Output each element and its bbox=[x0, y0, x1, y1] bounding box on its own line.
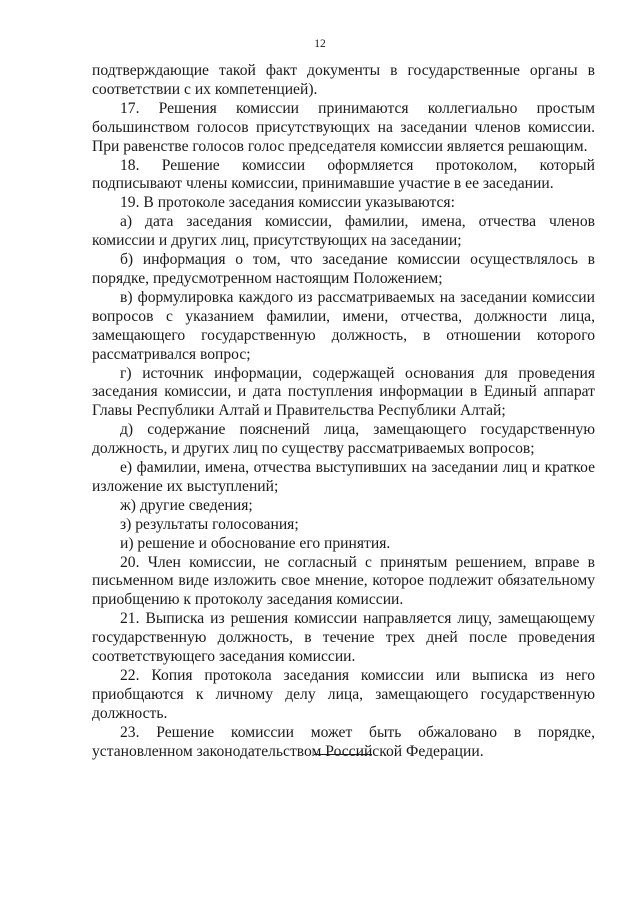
paragraph-item-20: 20. Член комиссии, не согласный с принятым решением, вправе в письменном виде изложить свое мнение, которое подлежит обязательному приобщению к протоколу заседания комиссии. bbox=[92, 553, 595, 609]
subitem-e: е) фамилии, имена, отчества выступивших на заседании лиц и краткое изложение их выступлений; bbox=[92, 459, 595, 495]
paragraph-item-22: 22. Копия протокола заседания комиссии или выписка из него приобщаются к личному делу лица, замещающего государственную должность. bbox=[92, 667, 595, 722]
paragraph-item-17: 17. Решения комиссии принимаются коллегиально простым большинством голосов присутствующих на заседании членов комиссии. При равенстве голосов голос председателя комиссии является решающим. bbox=[92, 99, 595, 155]
paragraph-item-23: 23. Решение комиссии может быть обжаловано в порядке, установленном законодательством Российской Федерации. bbox=[92, 723, 595, 760]
subitem-zh: ж) другие сведения; bbox=[120, 496, 253, 514]
subitem-i: и) решение и обоснование его принятия. bbox=[120, 534, 391, 552]
end-of-document-rule bbox=[314, 754, 372, 755]
paragraph-continuation: подтверждающие такой факт документы в государственные органы в соответствии с их компетенцией). bbox=[92, 62, 595, 98]
page-number: 12 bbox=[314, 38, 326, 50]
subitem-a: а) дата заседания комиссии, фамилии, имена, отчества членов комиссии и других лиц, присутствующих на заседании; bbox=[92, 213, 595, 250]
document-body bbox=[92, 62, 595, 762]
paragraph-item-21: 21. Выписка из решения комиссии направляется лицу, замещающему государственную должность, в течение трех дней после проведения соответствующего заседания комиссии. bbox=[92, 610, 595, 666]
subitem-d: д) содержание пояснений лица, замещающего государственную должность, и других лиц по существу рассматриваемых вопросов; bbox=[92, 421, 595, 458]
paragraph-item-19: 19. В протоколе заседания комиссии указываются: bbox=[120, 194, 455, 212]
subitem-z: з) результаты голосования; bbox=[120, 515, 299, 533]
paragraph-item-18: 18. Решение комиссии оформляется протоколом, который подписывают члены комиссии, принимавшие участие в ее заседании. bbox=[92, 156, 595, 193]
subitem-v: в) формулировка каждого из рассматриваемых на заседании комиссии вопросов с указанием фамилии, имени, отчества, должности лица, замещающего государственную должность, в отношении которого рассматривался вопрос; bbox=[92, 288, 595, 363]
subitem-g: г) источник информации, содержащей основания для проведения заседания комиссии, и дата поступления информации в Единый аппарат Главы Республики Алтай и Правительства Республики Алтай; bbox=[92, 364, 595, 420]
subitem-b: б) информация о том, что заседание комиссии осуществлялось в порядке, предусмотренном настоящим Положением; bbox=[92, 251, 595, 287]
